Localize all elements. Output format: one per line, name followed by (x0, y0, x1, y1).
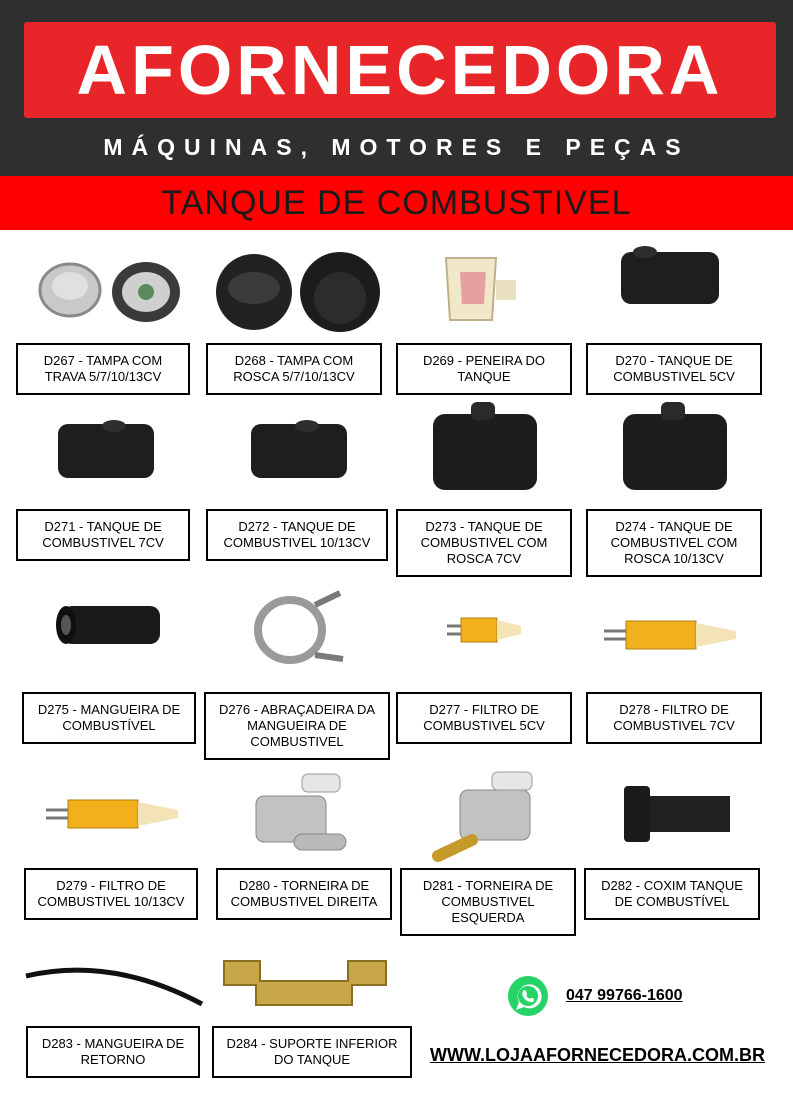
fuel-tank-thread-10-13cv-image (615, 400, 735, 500)
fuel-tank-7cv-image (52, 412, 162, 487)
product-label-d284: D284 - SUPORTE INFERIOR DO TANQUE (212, 1026, 412, 1078)
product-label-d270: D270 - TANQUE DE COMBUSTIVEL 5CV (586, 343, 762, 395)
fuel-valve-left-image (432, 770, 542, 865)
product-label-d282: D282 - COXIM TANQUE DE COMBUSTÍVEL (584, 868, 760, 920)
fuel-hose-image (50, 600, 165, 650)
tank-strainer-image (436, 250, 536, 330)
website-link[interactable]: WWW.LOJAAFORNECEDORA.COM.BR (430, 1045, 765, 1065)
product-label-d274: D274 - TANQUE DE COMBUSTIVEL COM ROSCA 10/13CV (586, 509, 762, 577)
product-label-d277: D277 - FILTRO DE COMBUSTIVEL 5CV (396, 692, 572, 744)
product-label-d279: D279 - FILTRO DE COMBUSTIVEL 10/13CV (24, 868, 198, 920)
brand-name: AFORNECEDORA (76, 31, 724, 109)
product-label-d271: D271 - TANQUE DE COMBUSTIVEL 7CV (16, 509, 190, 561)
phone-number-link[interactable]: 047 99766-1600 (566, 987, 683, 1004)
product-label-d273: D273 - TANQUE DE COMBUSTIVEL COM ROSCA 7CV (396, 509, 572, 577)
tank-cushion-image (620, 782, 735, 852)
product-label-d268: D268 - TAMPA COM ROSCA 5/7/10/13CV (206, 343, 382, 395)
brand-tagline: MÁQUINAS, MOTORES E PEÇAS (103, 134, 690, 160)
fuel-filter-7cv-image (600, 615, 740, 655)
product-label-d278: D278 - FILTRO DE COMBUSTIVEL 7CV (586, 692, 762, 744)
product-label-d281: D281 - TORNEIRA DE COMBUSTIVEL ESQUERDA (400, 868, 576, 936)
hose-clamp-image (245, 585, 350, 670)
fuel-valve-right-image (250, 770, 350, 865)
fuel-filter-5cv-image (445, 610, 525, 650)
fuel-cap-thread-image (210, 250, 385, 335)
fuel-filter-10-13cv-image (42, 794, 182, 834)
product-label-d283: D283 - MANGUEIRA DE RETORNO (26, 1026, 200, 1078)
title-bar (0, 176, 793, 230)
tank-bracket-image (220, 955, 390, 1020)
product-label-d267: D267 - TAMPA COM TRAVA 5/7/10/13CV (16, 343, 190, 395)
fuel-tank-thread-7cv-image (425, 400, 545, 500)
page-title: TANQUE DE COMBUSTIVEL (161, 183, 632, 222)
fuel-tank-5cv-image (615, 242, 725, 312)
fuel-tank-10-13cv-image (245, 412, 355, 487)
product-label-d275: D275 - MANGUEIRA DE COMBUSTÍVEL (22, 692, 196, 744)
header-banner (0, 0, 793, 176)
return-hose-image (22, 958, 207, 1018)
fuel-cap-lock-image (28, 252, 188, 332)
product-label-d276: D276 - ABRAÇADEIRA DA MANGUEIRA DE COMBUSTIVEL (204, 692, 390, 760)
whatsapp-icon[interactable] (506, 974, 550, 1018)
brand-logo (24, 22, 776, 118)
product-label-d280: D280 - TORNEIRA DE COMBUSTIVEL DIREITA (216, 868, 392, 920)
product-label-d272: D272 - TANQUE DE COMBUSTIVEL 10/13CV (206, 509, 388, 561)
product-label-d269: D269 - PENEIRA DO TANQUE (396, 343, 572, 395)
